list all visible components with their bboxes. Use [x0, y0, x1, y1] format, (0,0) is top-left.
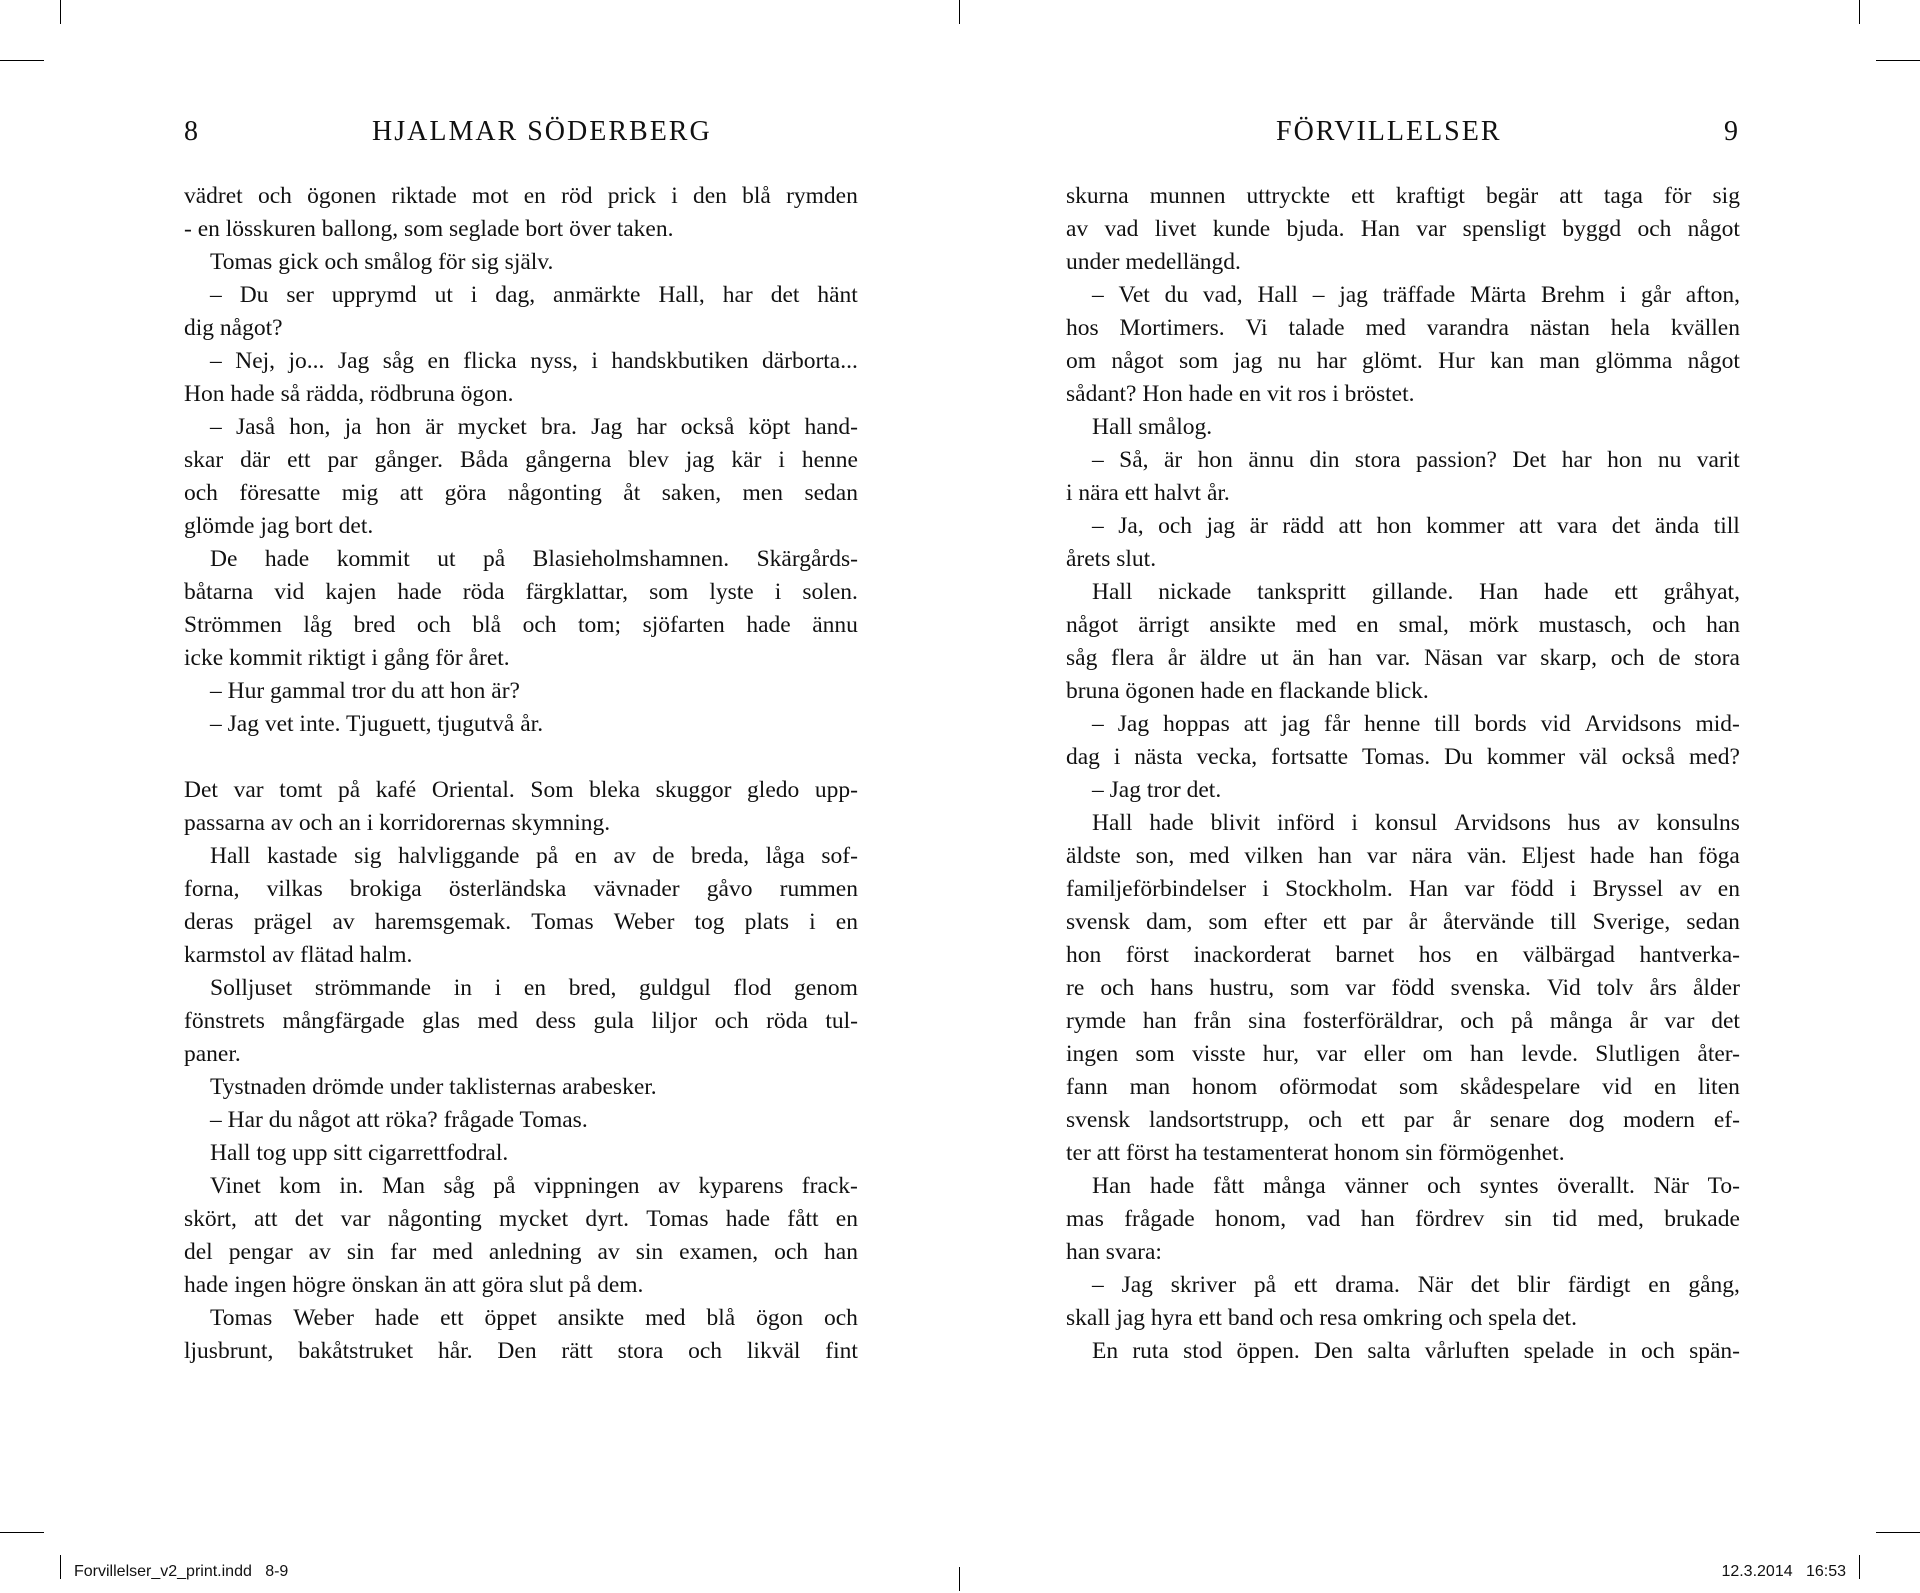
text-line: skurna munnen uttryckte ett kraftigt begär att taga för sig [1066, 183, 1740, 209]
text-line: hon först inackorderat barnet hos en välbärgad hantverka- [1066, 942, 1740, 968]
text-line: Hon hade så rädda, rödbruna ögon. [184, 381, 514, 407]
text-line: deras prägel av haremsgemak. Tomas Weber tog plats i en [184, 909, 858, 935]
text-line: skar där ett par gånger. Båda gångerna blev jag kär i henne [184, 447, 858, 473]
text-line: ter att först ha testamenterat honom sin förmögenhet. [1066, 1140, 1565, 1166]
text-line: Hall tog upp sitt cigarrettfodral. [210, 1140, 509, 1166]
text-line: dig något? [184, 315, 283, 341]
text-line: om något som jag nu har glömt. Hur kan man glömma något [1066, 348, 1740, 374]
text-line: dag i nästa vecka, fortsatte Tomas. Du kommer väl också med? [1066, 744, 1740, 770]
text-line: glömde jag bort det. [184, 513, 374, 539]
text-line: paner. [184, 1041, 241, 1067]
text-line: – Jag vet inte. Tjuguett, tjugutvå år. [210, 711, 544, 737]
text-line: – Hur gammal tror du att hon är? [210, 678, 520, 704]
text-line: och föresatte mig att göra någonting åt saken, men sedan [184, 480, 858, 506]
slug-timestamp: 12.3.2014 16:53 [1721, 1563, 1846, 1580]
text-line: karmstol av flätad halm. [184, 942, 413, 968]
text-line: skall jag hyra ett band och resa omkring och spela det. [1066, 1305, 1577, 1331]
text-line: mas frågade honom, vad han fördrev sin tid med, brukade [1066, 1206, 1740, 1232]
crop-mark-right-bottom [1876, 1532, 1920, 1533]
text-line: re och hans hustru, som var född svenska. Vid tolv års ålder [1066, 975, 1740, 1001]
text-line: av vad livet kunde bjuda. Han var spensligt byggd och något [1066, 216, 1740, 242]
text-line: Han hade fått många vänner och syntes överallt. När To- [1092, 1173, 1740, 1199]
text-line: årets slut. [1066, 546, 1157, 572]
left-page-header [184, 116, 858, 152]
text-line: Tystnaden drömde under taklisternas arabesker. [210, 1074, 657, 1100]
crop-mark-left-top [0, 60, 44, 61]
crop-mark-right-top [1876, 60, 1920, 61]
slug-filename: Forvillelser_v2_print.indd 8-9 [74, 1563, 289, 1580]
text-line: Tomas Weber hade ett öppet ansikte med blå ögon och [210, 1305, 858, 1331]
page-number: 9 [1724, 116, 1740, 147]
text-line: fann man honom oförmodat som skådespelare vid en liten [1066, 1074, 1740, 1100]
text-line: – Nej, jo... Jag såg en flicka nyss, i handskbutiken därborta... [210, 348, 858, 374]
text-line: svensk landsortstrupp, och ett par år senare dog modern ef- [1066, 1107, 1740, 1133]
text-line: hade ingen högre önskan än att göra slut på dem. [184, 1272, 644, 1298]
text-line: Hall hade blivit införd i konsul Arvidsons hus av konsulns [1092, 810, 1740, 836]
text-line: En ruta stod öppen. Den salta vårluften spelade in och spän- [1092, 1338, 1740, 1364]
text-line: ljusbrunt, bakåtstruket hår. Den rätt stora och likväl fint [184, 1338, 858, 1364]
text-line: svensk dam, som efter ett par år återvände till Sverige, sedan [1066, 909, 1740, 935]
crop-mark-bottom-center [959, 1567, 960, 1591]
text-line: – Ja, och jag är rädd att hon kommer att vara det ända till [1092, 513, 1740, 539]
text-line: Det var tomt på kafé Oriental. Som bleka skuggor gledo upp- [184, 777, 858, 803]
text-line: under medellängd. [1066, 249, 1241, 275]
text-line: han svara: [1066, 1239, 1162, 1265]
text-line: båtarna vid kajen hade röda färgklattar, som lyste i solen. [184, 579, 858, 605]
text-line: Hall kastade sig halvliggande på en av de breda, låga sof- [210, 843, 858, 869]
page-number: 8 [184, 116, 200, 147]
text-line: vädret och ögonen riktade mot en röd prick i den blå rymden [184, 183, 858, 209]
text-line: – Jag hoppas att jag får henne till bords vid Arvidsons mid- [1092, 711, 1740, 737]
text-line: något ärrigt ansikte med en smal, mörk mustasch, och han [1066, 612, 1740, 638]
text-line: - en lösskuren ballong, som seglade bort över taken. [184, 216, 674, 242]
text-line: sådant? Hon hade en vit ros i bröstet. [1066, 381, 1415, 407]
crop-mark-top-right [1859, 0, 1860, 24]
text-line: – Jaså hon, ja hon är mycket bra. Jag har också köpt hand- [210, 414, 858, 440]
section-break [184, 741, 858, 774]
text-line: Hall nickade tankspritt gillande. Han hade ett gråhyat, [1092, 579, 1740, 605]
text-line: Strömmen låg bred och blå och tom; sjöfarten hade ännu [184, 612, 858, 638]
text-line: ingen som visste hur, var eller om han levde. Slutligen åter- [1066, 1041, 1740, 1067]
text-line: – Så, är hon ännu din stora passion? Det har hon nu varit [1092, 447, 1740, 473]
text-line: forna, vilkas brokiga österländska vävnader gåvo rummen [184, 876, 858, 902]
text-line: Solljuset strömmande in i en bred, guldgul flod genom [210, 975, 858, 1001]
crop-mark-top-center [959, 0, 960, 24]
text-line: De hade kommit ut på Blasieholmshamnen. Skärgårds- [210, 546, 858, 572]
text-line: skört, att det var någonting mycket dyrt. Tomas hade fått en [184, 1206, 858, 1232]
right-page-text [1066, 180, 1740, 1368]
crop-mark-bottom-left [60, 1555, 61, 1579]
text-line: – Jag tror det. [1092, 777, 1222, 803]
text-line: – Har du något att röka? frågade Tomas. [210, 1107, 588, 1133]
text-line: del pengar av sin far med anledning av sin examen, och han [184, 1239, 858, 1265]
text-line: fönstrets mångfärgade glas med dess gula liljor och röda tul- [184, 1008, 858, 1034]
running-head-title: FÖRVILLELSER [1276, 116, 1502, 147]
text-line: icke kommit riktigt i gång för året. [184, 645, 510, 671]
text-line: Vinet kom in. Man såg på vippningen av kyparens frack- [210, 1173, 858, 1199]
text-line: i nära ett halvt år. [1066, 480, 1230, 506]
text-line: passarna av och an i korridorernas skymning. [184, 810, 611, 836]
text-line: rymde han från sina fosterföräldrar, och på många år var det [1066, 1008, 1740, 1034]
text-line: såg flera år äldre ut än han var. Näsan var skarp, och de stora [1066, 645, 1740, 671]
running-head-author: HJALMAR SÖDERBERG [372, 116, 712, 147]
crop-mark-top-left [60, 0, 61, 24]
text-line: Hall smålog. [1092, 414, 1213, 440]
text-line: bruna ögonen hade en flackande blick. [1066, 678, 1429, 704]
right-page-header [1066, 116, 1740, 152]
left-page-text [184, 180, 858, 1368]
text-line: Tomas gick och smålog för sig själv. [210, 249, 554, 275]
text-line: – Vet du vad, Hall – jag träffade Märta Brehm i går afton, [1092, 282, 1740, 308]
text-line: hos Mortimers. Vi talade med varandra nästan hela kvällen [1066, 315, 1740, 341]
crop-mark-bottom-right [1859, 1555, 1860, 1579]
text-line: äldste son, med vilken han var nära vän. Eljest hade han föga [1066, 843, 1740, 869]
text-line: – Jag skriver på ett drama. När det blir färdigt en gång, [1092, 1272, 1740, 1298]
text-line: familjeförbindelser i Stockholm. Han var född i Bryssel av en [1066, 876, 1740, 902]
text-line: – Du ser upprymd ut i dag, anmärkte Hall, har det hänt [210, 282, 858, 308]
crop-mark-left-bottom [0, 1532, 44, 1533]
